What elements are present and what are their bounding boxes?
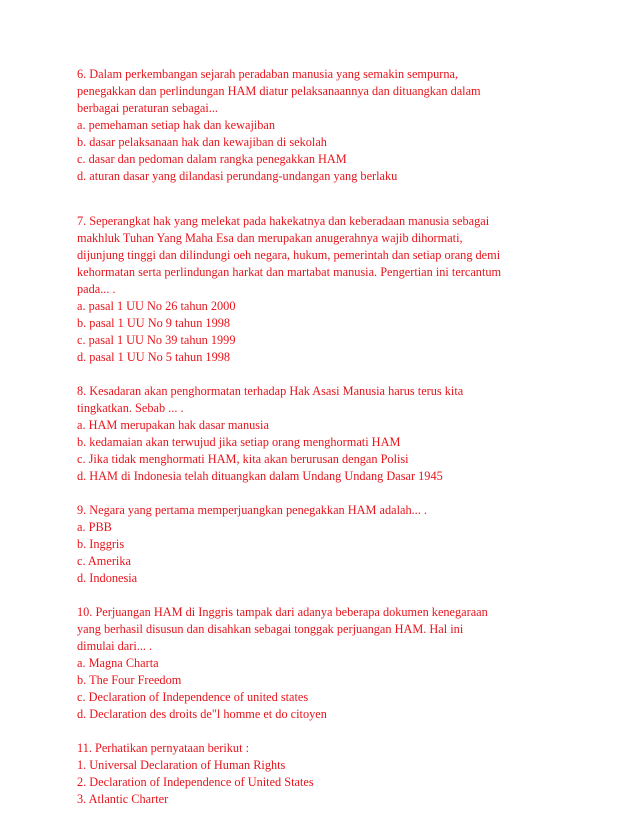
question-8	[77, 383, 597, 485]
question-stem-line: dimulai dari... .	[77, 639, 153, 653]
question-stem-line: 9. Negara yang pertama memperjuangkan penegakkan HAM adalah... .	[77, 503, 427, 517]
question-stem-line: 11. Perhatikan pernyataan berikut :	[77, 741, 249, 755]
answer-option: b. pasal 1 UU No 9 tahun 1998	[77, 316, 231, 330]
answer-option: c. Jika tidak menghormati HAM, kita akan berurusan dengan Polisi	[77, 452, 409, 466]
answer-option: d. Indonesia	[77, 571, 138, 585]
question-stem-line: 7. Seperangkat hak yang melekat pada hakekatnya dan keberadaan manusia sebagai	[77, 214, 490, 228]
question-stem-line: tingkatkan. Sebab ... .	[77, 401, 184, 415]
answer-option: c. pasal 1 UU No 39 tahun 1999	[77, 333, 236, 347]
question-9	[77, 502, 597, 587]
question-stem-line: 6. Dalam perkembangan sejarah peradaban manusia yang semakin sempurna,	[77, 67, 459, 81]
question-stem-line: berbagai peraturan sebagai...	[77, 101, 218, 115]
question-7	[77, 213, 597, 366]
answer-option: b. dasar pelaksanaan hak dan kewajiban di sekolah	[77, 135, 327, 149]
answer-option: b. kedamaian akan terwujud jika setiap orang menghormati HAM	[77, 435, 401, 449]
question-6	[77, 66, 597, 185]
answer-option: a. pasal 1 UU No 26 tahun 2000	[77, 299, 236, 313]
question-stem-line: penegakkan dan perlindungan HAM diatur pelaksanaannya dan dituangkan dalam	[77, 84, 481, 98]
answer-option: a. HAM merupakan hak dasar manusia	[77, 418, 269, 432]
answer-option: a. PBB	[77, 520, 112, 534]
answer-option: d. pasal 1 UU No 5 tahun 1998	[77, 350, 231, 364]
answer-option: a. pemehaman setiap hak dan kewajiban	[77, 118, 276, 132]
question-stem-line: dijunjung tinggi dan dilindungi oeh negara, hukum, pemerintah dan setiap orang demi	[77, 248, 501, 262]
statement-item: 2. Declaration of Independence of United States	[77, 775, 314, 789]
statement-item: 3. Atlantic Charter	[77, 792, 169, 806]
question-11	[77, 740, 597, 808]
answer-option: b. The Four Freedom	[77, 673, 182, 687]
answer-option: c. Amerika	[77, 554, 131, 568]
answer-option: a. Magna Charta	[77, 656, 159, 670]
question-stem-line: 8. Kesadaran akan penghormatan terhadap Hak Asasi Manusia harus terus kita	[77, 384, 464, 398]
question-stem-line: kehormatan serta perlindungan harkat dan martabat manusia. Pengertian ini tercantum	[77, 265, 502, 279]
answer-option: d. Declaration des droits de"l homme et do citoyen	[77, 707, 327, 721]
question-stem-line: pada... .	[77, 282, 116, 296]
question-stem-line: yang berhasil disusun dan disahkan sebagai tonggak perjuangan HAM. Hal ini	[77, 622, 464, 636]
answer-option: b. Inggris	[77, 537, 125, 551]
question-stem-line: makhluk Tuhan Yang Maha Esa dan merupakan anugerahnya wajib dihormati,	[77, 231, 463, 245]
answer-option: c. Declaration of Independence of united states	[77, 690, 309, 704]
document-page	[77, 66, 597, 825]
question-stem-line: 10. Perjuangan HAM di Inggris tampak dari adanya beberapa dokumen kenegaraan	[77, 605, 488, 619]
statement-item: 1. Universal Declaration of Human Rights	[77, 758, 286, 772]
question-10	[77, 604, 597, 723]
answer-option: d. HAM di Indonesia telah dituangkan dalam Undang Undang Dasar 1945	[77, 469, 443, 483]
answer-option: c. dasar dan pedoman dalam rangka penegakkan HAM	[77, 152, 347, 166]
answer-option: d. aturan dasar yang dilandasi perundang-undangan yang berlaku	[77, 169, 398, 183]
